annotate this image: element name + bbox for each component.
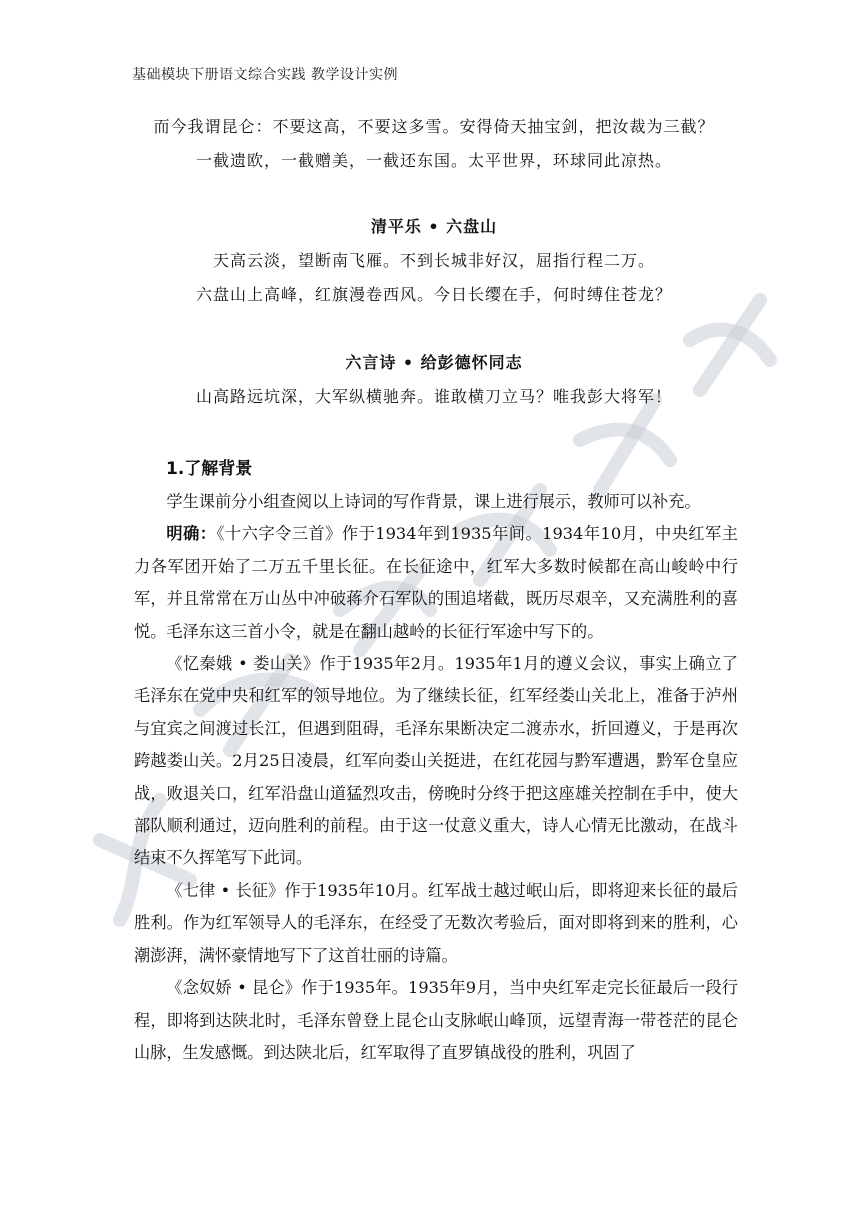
paragraph [134,518,738,648]
poem-line: 山高路远坑深，大军纵横驰奔。谁敢横刀立马？唯我彭大将军！ [195,387,672,406]
poem-title: 清平乐 • 六盘山 [370,217,498,236]
paragraph [134,486,738,518]
paragraph [134,972,738,1069]
running-header: 基础模块下册语文综合实践 教学设计实例 [132,67,398,83]
paragraph-text: 《十六字令三首》作于1934年到1935年间。1934年10月，中央红军主力各军团开始了二万五千里长征。在长征途中，红军大多数时候都在高山峻岭中行军，并且常常在万山丛中冲破蒋介石军队的围追堵截，既历尽艰辛，又充满胜利的喜悦。毛泽东这三首小令，就是在翻山越岭的长征行军途中写下的。 [134,524,738,641]
poem-title: 六言诗 • 给彭德怀同志 [345,353,523,372]
body-text [134,486,738,1069]
paragraph [134,875,738,972]
paragraph-text: 《七律 • 长征》作于1935年10月。红军战士越过岷山后，即将迎来长征的最后胜利。作为红军领导人的毛泽东，在经受了无数次考验后，面对即将到来的胜利，心潮澎湃，满怀豪情地写下了这首壮丽的诗篇。 [134,880,738,965]
paragraph-text: 《念奴娇 • 昆仑》作于1935年。1935年9月，当中央红军走完长征最后一段行程，即将到达陕北时，毛泽东曾登上昆仑山支脉岷山峰顶，远望青海一带苍茫的昆仑山脉，生发感慨。到达陕北后，红军取得了直罗镇战役的胜利，巩固了 [134,978,738,1062]
paragraph-text: 《忆秦娥 • 娄山关》作于1935年2月。1935年1月的遵义会议，事实上确立了毛泽东在党中央和红军的领导地位。为了继续长征，红军经娄山关北上，准备于泸州与宜宾之间渡过长江，但遇到阻碍，毛泽东果断决定二渡赤水，折回遵义，于是再次跨越娄山关。2月25日凌晨，红军向娄山关挺进，在红花园与黔军遭遇，黔军仓皇应战，败退关口，红军沿盘山道猛烈攻击，傍晚时分终于把这座雄关控制在手中，使大部队顺利通过，迈向胜利的前程。由于这一仗意义重大，诗人心情无比激动，在战斗结束不久挥笔写下此词。 [134,654,738,868]
poem-line: 天高云淡，望断南飞雁。不到长城非好汉，屈指行程二万。 [212,251,655,270]
poem-line: 一截遗欧，一截赠美，一截还东国。太平世界，环球同此凉热。 [195,151,672,170]
poem-line: 六盘山上高峰，红旗漫卷西风。今日长缨在手，何时缚住苍龙？ [195,285,672,304]
paragraph-lead: 明确： [166,524,217,544]
poem-line: 而今我谓昆仑：不要这高，不要这多雪。安得倚天抽宝剑，把汝裁为三截？ [153,117,715,136]
paragraph [134,648,738,875]
section-heading: 1.了解背景 [166,459,253,479]
paragraph-text: 学生课前分小组查阅以上诗词的写作背景，课上进行展示，教师可以补充。 [166,492,701,511]
